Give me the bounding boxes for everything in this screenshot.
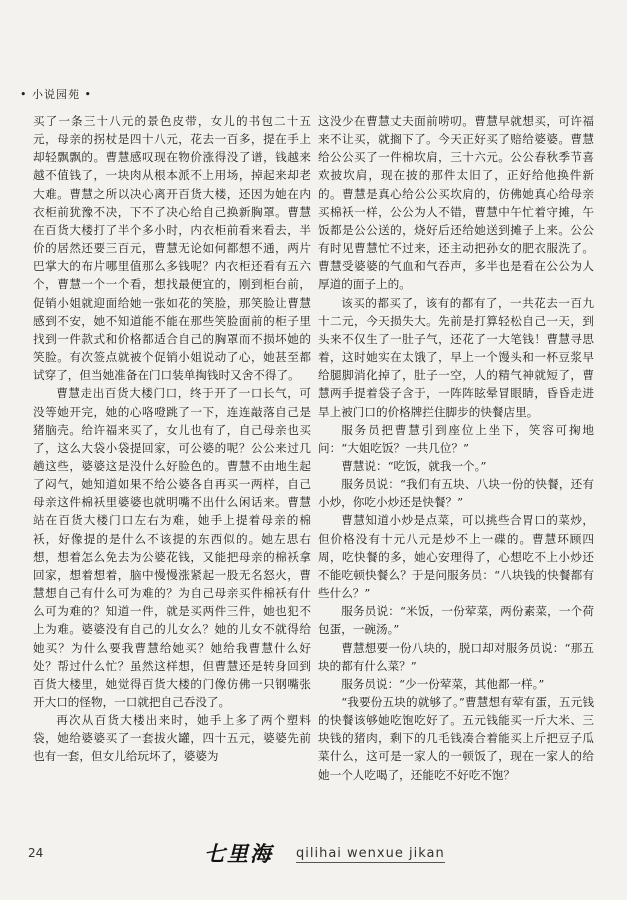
magazine-pinyin-title: qilihai wenxue jikan [296,846,445,861]
paragraph: 服务员说：“少一份荤菜，其他都一样。” [341,676,545,691]
paragraph: 该买的都买了，该有的都有了，一共花去一百九十二元，今天损失大。先前是打算轻松自己一天，到头来不仅生了一肚子气，还花了一大笔钱！曹慧寻思着，这时她实在太饿了，早上一个馒头和一杯豆浆早给腿脚消化掉了，肚子一空，人的精气神就短了，曹慧两手提着袋子含于，一阵阵眩晕冒眼睛，昏昏走进旱上被门口的价格牌拦住脚步的快餐店里。 [318,295,594,419]
paragraph: 曹慧走出百货大楼门口，终于开了一口长气，可没等她开完，她的心咯噔跳了一下，连连敲落自己是猪脑壳。给许福来买了，女儿也有了，自己母亲也买了，这么大袋小袋提回家，可公婆的呢？公公来过几趟这些，婆婆这是没什么好脸色的。曹慧不由地生起了闷气，她知道如果不给公婆各自再买一两样，自己母亲这件棉袄里婆婆也就明嘴不出什么闲话来。曹慧站在百货大楼门口左右为难，她手上提着母亲的棉袄，好像提的是什么不该提的东西似的。她左思右想，想着怎么免去为公婆花钱，又能把母亲的棉袄拿回家，想着想着，脑中慢慢涨紧起一股无名怒火，曹慧想自己有什么可为难的？为自己母亲买件棉袄有什么可为难的？知道一件，就是买两件三件，她也犯不上为难。婆婆没有自己的儿女么？她的儿女不就得给她买？为什么要我曹慧给她买？她给我曹慧什么好处？帮过什么忙？虽然这样想，但曹慧还是转身回到百货大楼里，她觉得百货大楼的门像仿佛一只钢嘴张开大口的怪物，一口就把自己吞没了。 [33,386,311,709]
page-number: 24 [28,846,44,860]
left-text-column [33,112,311,766]
right-text-column [318,112,594,784]
section-label: • 小说园苑 • [20,88,92,101]
paragraph: 买了一条三十八元的景色皮带，女儿的书包二十五元，母亲的拐杖是四十八元，花去一百多，提在手上却轻飘飘的。曹慧感叹现在物价涨得没了谱，钱越来越不值钱了，一块肉从根本派不上用场，掉起来却老大难。曹慧之所以决心离开百货大楼，还因为她在内衣柜前犹豫不决，下不了决心给自己换新胸罩。曹慧在百货大楼打了半个多小时，内衣柜前看来看去，半价的居然还要三百元，曹慧无论如何都想不通，两片巴掌大的布片哪里值那么多钱呢？内衣柜还看有五六个，曹慧一个一个看，想找最便宜的，刚到柜台前，促销小姐就迎面给她一张如花的笑脸，那笑脸让曹慧感到不安，她不知道能不能在那些笑脸面前的柜子里找到一件款式和价格都适合自己的胸罩而不损坏她的笑脸。有次签点就被个促销小姐说动了心，她甚至都试穿了，但当她准备在门口装单掏钱时又舍不得了。 [33,114,311,383]
paragraph: “我要份五块的就够了。”曹慧想有荤有蛋，五元钱的快餐该够她吃饱吃好了。五元钱能买一斤大米、三块钱的猪肉，剩下的几毛钱凑合着能买上斤把豆子瓜菜什么，这可是一家人的一顿饭了，现在一家人的给她一个人吃喝了，还能吃不好吃不饱？ [318,695,594,782]
paragraph: 服务员把曹慧引到座位上坐下，笑容可掬地问：“大姐吃饭？一共几位？” [318,422,594,455]
paragraph: 曹慧知道小炒是点菜，可以挑些合胃口的菜炒，但价格没有十元八元是炒不上一碟的。曹慧环顾四周，吃快餐的多，她心安理得了，心想吃不上小炒还不能吃顿快餐么？于是问服务员：“八块钱的快餐都有些什么？” [318,513,594,601]
paragraph: 再次从百货大楼出来时，她手上多了两个塑料袋，她给婆婆买了一套拔火罐，四十五元，婆婆先前也有一套，但女儿给玩坏了，婆婆为 [33,713,311,764]
paragraph: 服务员说：“我们有五块、八块一份的快餐，还有小炒，你吃小炒还是快餐？” [318,477,594,510]
paragraph: 服务员说：“米饭，一份荤菜，两份素菜，一个荷包蛋，一碗汤。” [318,604,594,637]
paragraph: 曹慧说：“吃饭，就我一个。” [341,458,487,473]
paragraph: 这没少在曹慧丈夫面前唠叨。曹慧早就想买，可许福来不让买，就搁下了。今天正好买了赔给婆婆。曹慧给公公买了一件棉坎肩，三十六元。公公春秋季节喜欢披坎肩，现在披的那件太旧了，正好给他换件新的。曹慧是真心给公公买坎肩的，仿佛她真心给母亲买棉袄一样，公公为人不错，曹慧中午忙着守摊，午饭都是公公送的，烧好后还给她送到摊子上来。公公有时见曹慧忙不过来，还主动把孙女的肥衣服洗了。曹慧受婆婆的气血和气吞声，多半也是看在公公为人厚道的面子上的。 [318,114,594,292]
page-footer [24,836,604,876]
paragraph: 曹慧想要一份八块的，脱口却对服务员说：“那五块的都有什么菜？” [318,640,594,673]
magazine-logo: 七里海 [204,841,273,866]
